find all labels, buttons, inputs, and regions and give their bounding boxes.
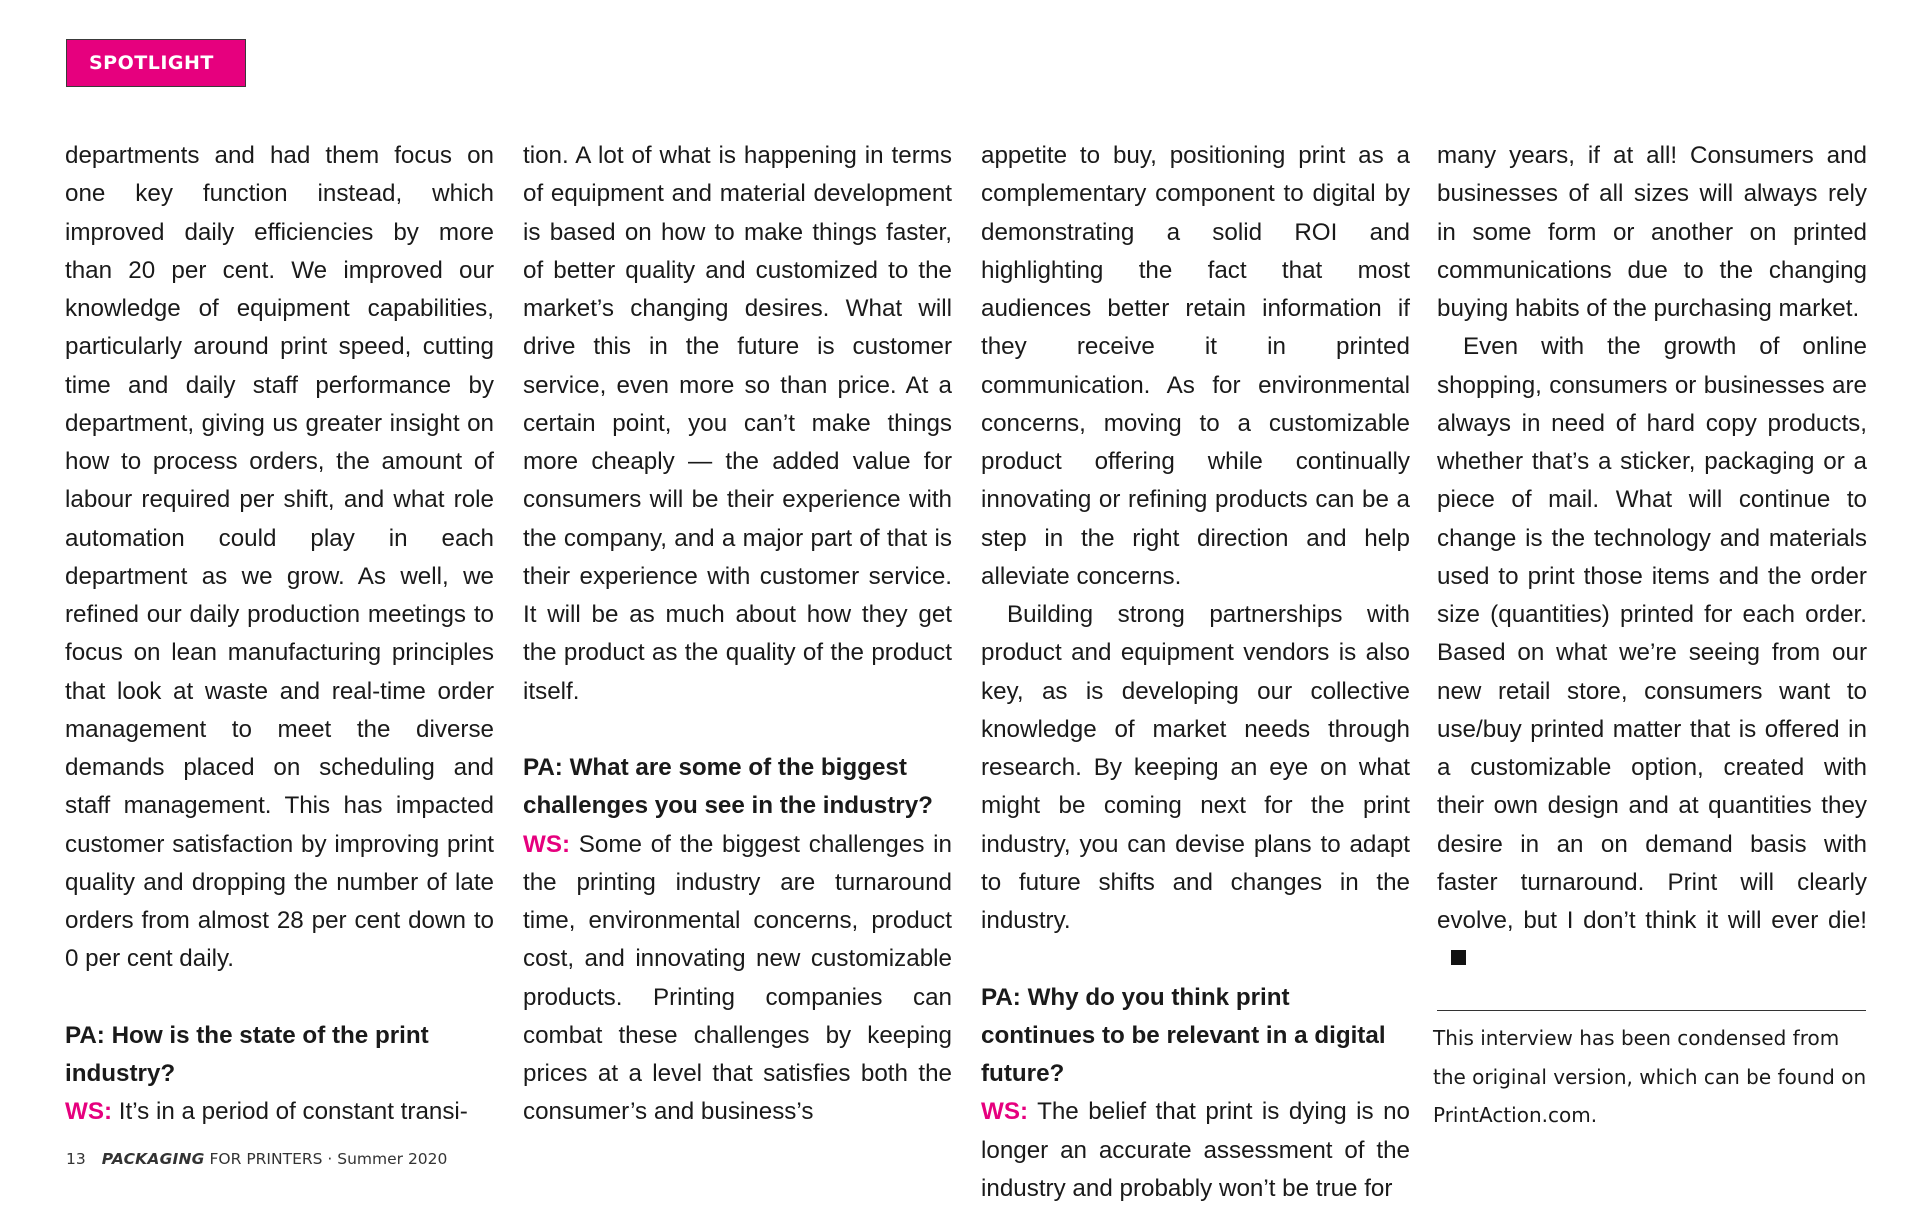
answer-text: The belief that print is dying is no longer an accurate assessment of the industry and probably won’t be true for: [981, 1098, 1410, 1202]
body-paragraph: [1437, 328, 1867, 978]
footnote-divider: [1437, 1010, 1866, 1011]
publication-issue: FOR PRINTERS · Summer 2020: [209, 1150, 448, 1168]
section-tag: SPOTLIGHT: [66, 39, 246, 87]
page-footer: [66, 1150, 447, 1168]
column-3: [981, 137, 1410, 1208]
interview-question: PA: What are some of the biggest challenges you see in the industry?: [523, 754, 933, 820]
body-paragraph: tion. A lot of what is happening in terms of equipment and material development is based on how to make things faster, of better quality and customized to the market’s changing desires. What will drive this in the future is customer service, even more so than price. At a certain point, you can’t make things more cheaply — the added value for consumers will be their experience with the company, and a major part of that is their experience with customer service. It will be as much about how they get the product as the quality of the product itself.: [523, 142, 952, 705]
answer-label: WS:: [981, 1098, 1029, 1126]
body-paragraph: appetite to buy, positioning print as a complementary component to digital by demonstrating a solid ROI and highlighting the fact that most audiences better retain information if they receive it in printed communication. As for environmental concerns, moving to a customizable product offering while continually innovating or refining products can be a step in the right direction and help alleviate concerns.: [981, 142, 1410, 590]
answer-label: WS:: [523, 830, 571, 858]
column-2: [523, 137, 952, 1132]
answer-text: Some of the biggest challenges in the printing industry are turnaround time, environmental concerns, product cost, and innovating new customizable products. Printing companies can combat these challenges by keeping prices at a level that satisfies both the consumer’s and business’s: [523, 830, 952, 1126]
answer-text: It’s in a period of constant transi-: [112, 1098, 468, 1126]
publication-brand: PACKAGING: [101, 1150, 205, 1168]
column-1: [65, 137, 494, 1132]
interview-answer: [981, 1093, 1410, 1208]
body-paragraph: many years, if at all! Consumers and businesses of all sizes will always rely in some form or another on printed communications due to the changing buying habits of the purchasing market.: [1437, 142, 1867, 322]
column-4: [1437, 137, 1867, 979]
page-number: 13: [66, 1150, 86, 1168]
interview-question: PA: Why do you think print continues to be relevant in a digital future?: [981, 983, 1386, 1087]
interview-answer: [523, 826, 952, 1132]
body-paragraph: Building strong partnerships with product and equipment vendors is also key, as is developing our collective knowledge of market needs through research. By keeping an eye on what might be coming next for the print industry, you can devise plans to adapt to future shifts and changes in the industry.: [981, 601, 1410, 934]
paragraph-text: Even with the growth of online shopping, consumers or businesses are always in need of hard copy products, whether that’s a sticker, packaging or a piece of mail. What will continue to change is the technology and materials used to print those items and the order size (quantities) printed for each order. Based on what we’re seeing from our new retail store, consumers want to use/buy printed matter that is offered in a customizable option, created with their own design and at quantities they desire in an on demand basis with faster turnaround. Print will clearly evolve, but I don’t think it will ever die!: [1437, 333, 1867, 934]
end-of-article-icon: [1451, 950, 1466, 965]
answer-label: WS:: [65, 1098, 113, 1126]
footnote: This interview has been condensed from the original version, which can be found on PrintAction.com.: [1433, 1026, 1867, 1127]
body-paragraph: departments and had them focus on one key function instead, which improved daily efficiencies by more than 20 per cent. We improved our knowledge of equipment capabilities, particularly around print speed, cutting time and daily staff performance by department, giving us greater insight on how to process orders, the amount of labour required per shift, and what role automation could play in each department as we grow. As well, we refined our daily production meetings to focus on lean manufacturing principles that look at waste and real-time order management to meet the diverse demands placed on scheduling and staff management. This has impacted customer satisfaction by improving print quality and dropping the number of late orders from almost 28 per cent down to 0 per cent daily.: [65, 142, 494, 973]
interview-question: PA: How is the state of the print industry?: [65, 1021, 429, 1087]
interview-answer: [65, 1093, 494, 1131]
